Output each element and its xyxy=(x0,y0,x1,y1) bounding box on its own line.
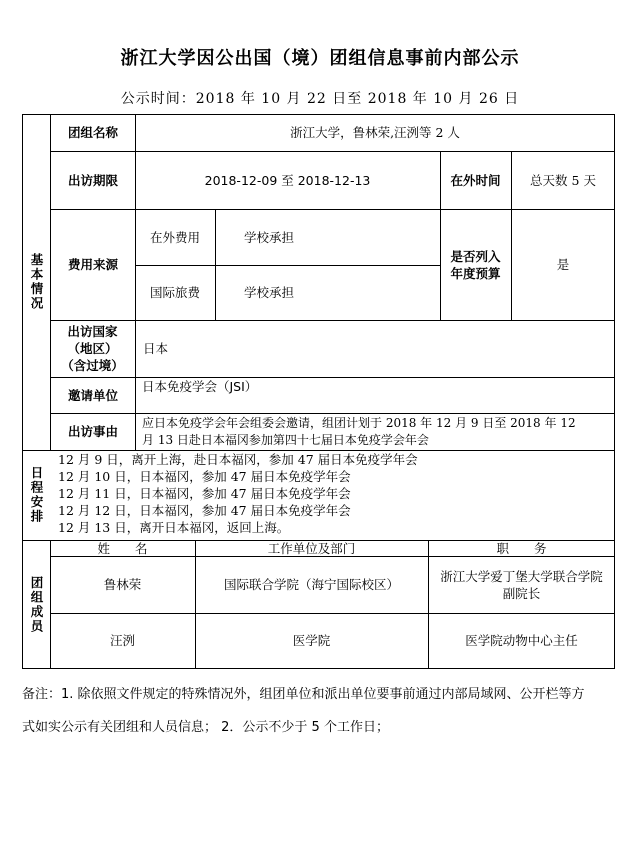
country-label-line-3: （含过境） xyxy=(61,358,124,373)
basic-section-label: 基本情况 xyxy=(29,253,44,311)
schedule-item: 12 月 12 日，日本福冈，参加 47 届日本免疫学年会 xyxy=(58,503,351,518)
purpose-label: 出访事由 xyxy=(68,424,119,439)
group-name-value: 浙江大学，鲁林荣,汪洌等 2 人 xyxy=(290,125,460,140)
member-name: 鲁林荣 xyxy=(103,577,142,592)
page-title: 浙江大学因公出国（境）团组信息事前内部公示 xyxy=(120,48,520,69)
group-name-label: 团组名称 xyxy=(68,125,119,140)
period-label: 出访期限 xyxy=(68,172,119,188)
schedule-item: 12 月 10 日，日本福冈，参加 47 届日本免疫学年会 xyxy=(58,469,351,484)
intl-travel-value: 学校承担 xyxy=(244,285,295,300)
publish-time: 公示时间：2018 年 10 月 22 日至 2018 年 10 月 26 日 xyxy=(120,91,520,107)
budget-value: 是 xyxy=(556,257,570,272)
member-title xyxy=(428,556,615,613)
budget-label-line-1: 是否列入 xyxy=(450,248,501,264)
member-title: 医学院动物中心主任 xyxy=(465,633,578,648)
purpose-line-2: 月 13 日赴日本福冈参加第四十七届日本免疫学会年会 xyxy=(142,432,429,447)
abroad-time-label: 在外时间 xyxy=(450,172,501,188)
note-line-2: 式如实公示有关团组和人员信息； 2．公示不少于 5 个工作日； xyxy=(22,720,389,735)
schedule-item: 12 月 13 日，离开日本福冈，返回上海。 xyxy=(58,520,290,535)
note-line-1: 备注：1. 除依照文件规定的特殊情况外，组团单位和派出单位要事前通过内部局域网、公开栏等方 xyxy=(22,687,585,702)
schedule-item: 12 月 9 日，离开上海，赴日本福冈，参加 47 届日本免疫学年会 xyxy=(58,452,418,467)
inviter-label: 邀请单位 xyxy=(68,387,119,403)
member-unit: 国际联合学院（海宁国际校区） xyxy=(223,577,399,592)
member-name: 汪洌 xyxy=(109,633,135,648)
purpose-line-1: 应日本免疫学会年会组委会邀请，组团计划于 2018 年 12 月 9 日至 2018 年 12 xyxy=(142,415,576,430)
funding-label: 费用来源 xyxy=(68,257,119,272)
inviter-value: 日本免疫学会（JSI） xyxy=(142,378,258,394)
abroad-cost-value: 学校承担 xyxy=(244,229,295,245)
schedule-item: 12 月 11 日，日本福冈，参加 47 届日本免疫学年会 xyxy=(58,486,351,501)
members-section-label: 团组成员 xyxy=(29,575,44,634)
member-header-title: 职 务 xyxy=(496,540,547,556)
intl-travel-label: 国际旅费 xyxy=(149,285,200,300)
purpose-value xyxy=(142,413,614,450)
member-title-line-2: 副院长 xyxy=(502,585,541,601)
period-value: 2018-12-09 至 2018-12-13 xyxy=(204,172,371,188)
member-header-unit: 工作单位及部门 xyxy=(267,540,356,556)
abroad-cost-label: 在外费用 xyxy=(149,229,200,245)
abroad-time-value: 总天数 5 天 xyxy=(530,172,596,188)
member-unit: 医学院 xyxy=(292,633,331,648)
country-label-line-1: 出访国家 xyxy=(67,324,118,339)
member-header-name: 姓 名 xyxy=(97,540,148,556)
budget-label-line-2: 年度预算 xyxy=(450,265,501,281)
country-label-line-2: （地区） xyxy=(67,341,118,356)
schedule-section-label: 日程安排 xyxy=(29,466,44,524)
member-title-line-1: 浙江大学爱丁堡大学联合学院 xyxy=(440,568,603,584)
budget-label xyxy=(440,209,511,320)
country-value: 日本 xyxy=(143,341,169,356)
country-label xyxy=(50,320,135,377)
